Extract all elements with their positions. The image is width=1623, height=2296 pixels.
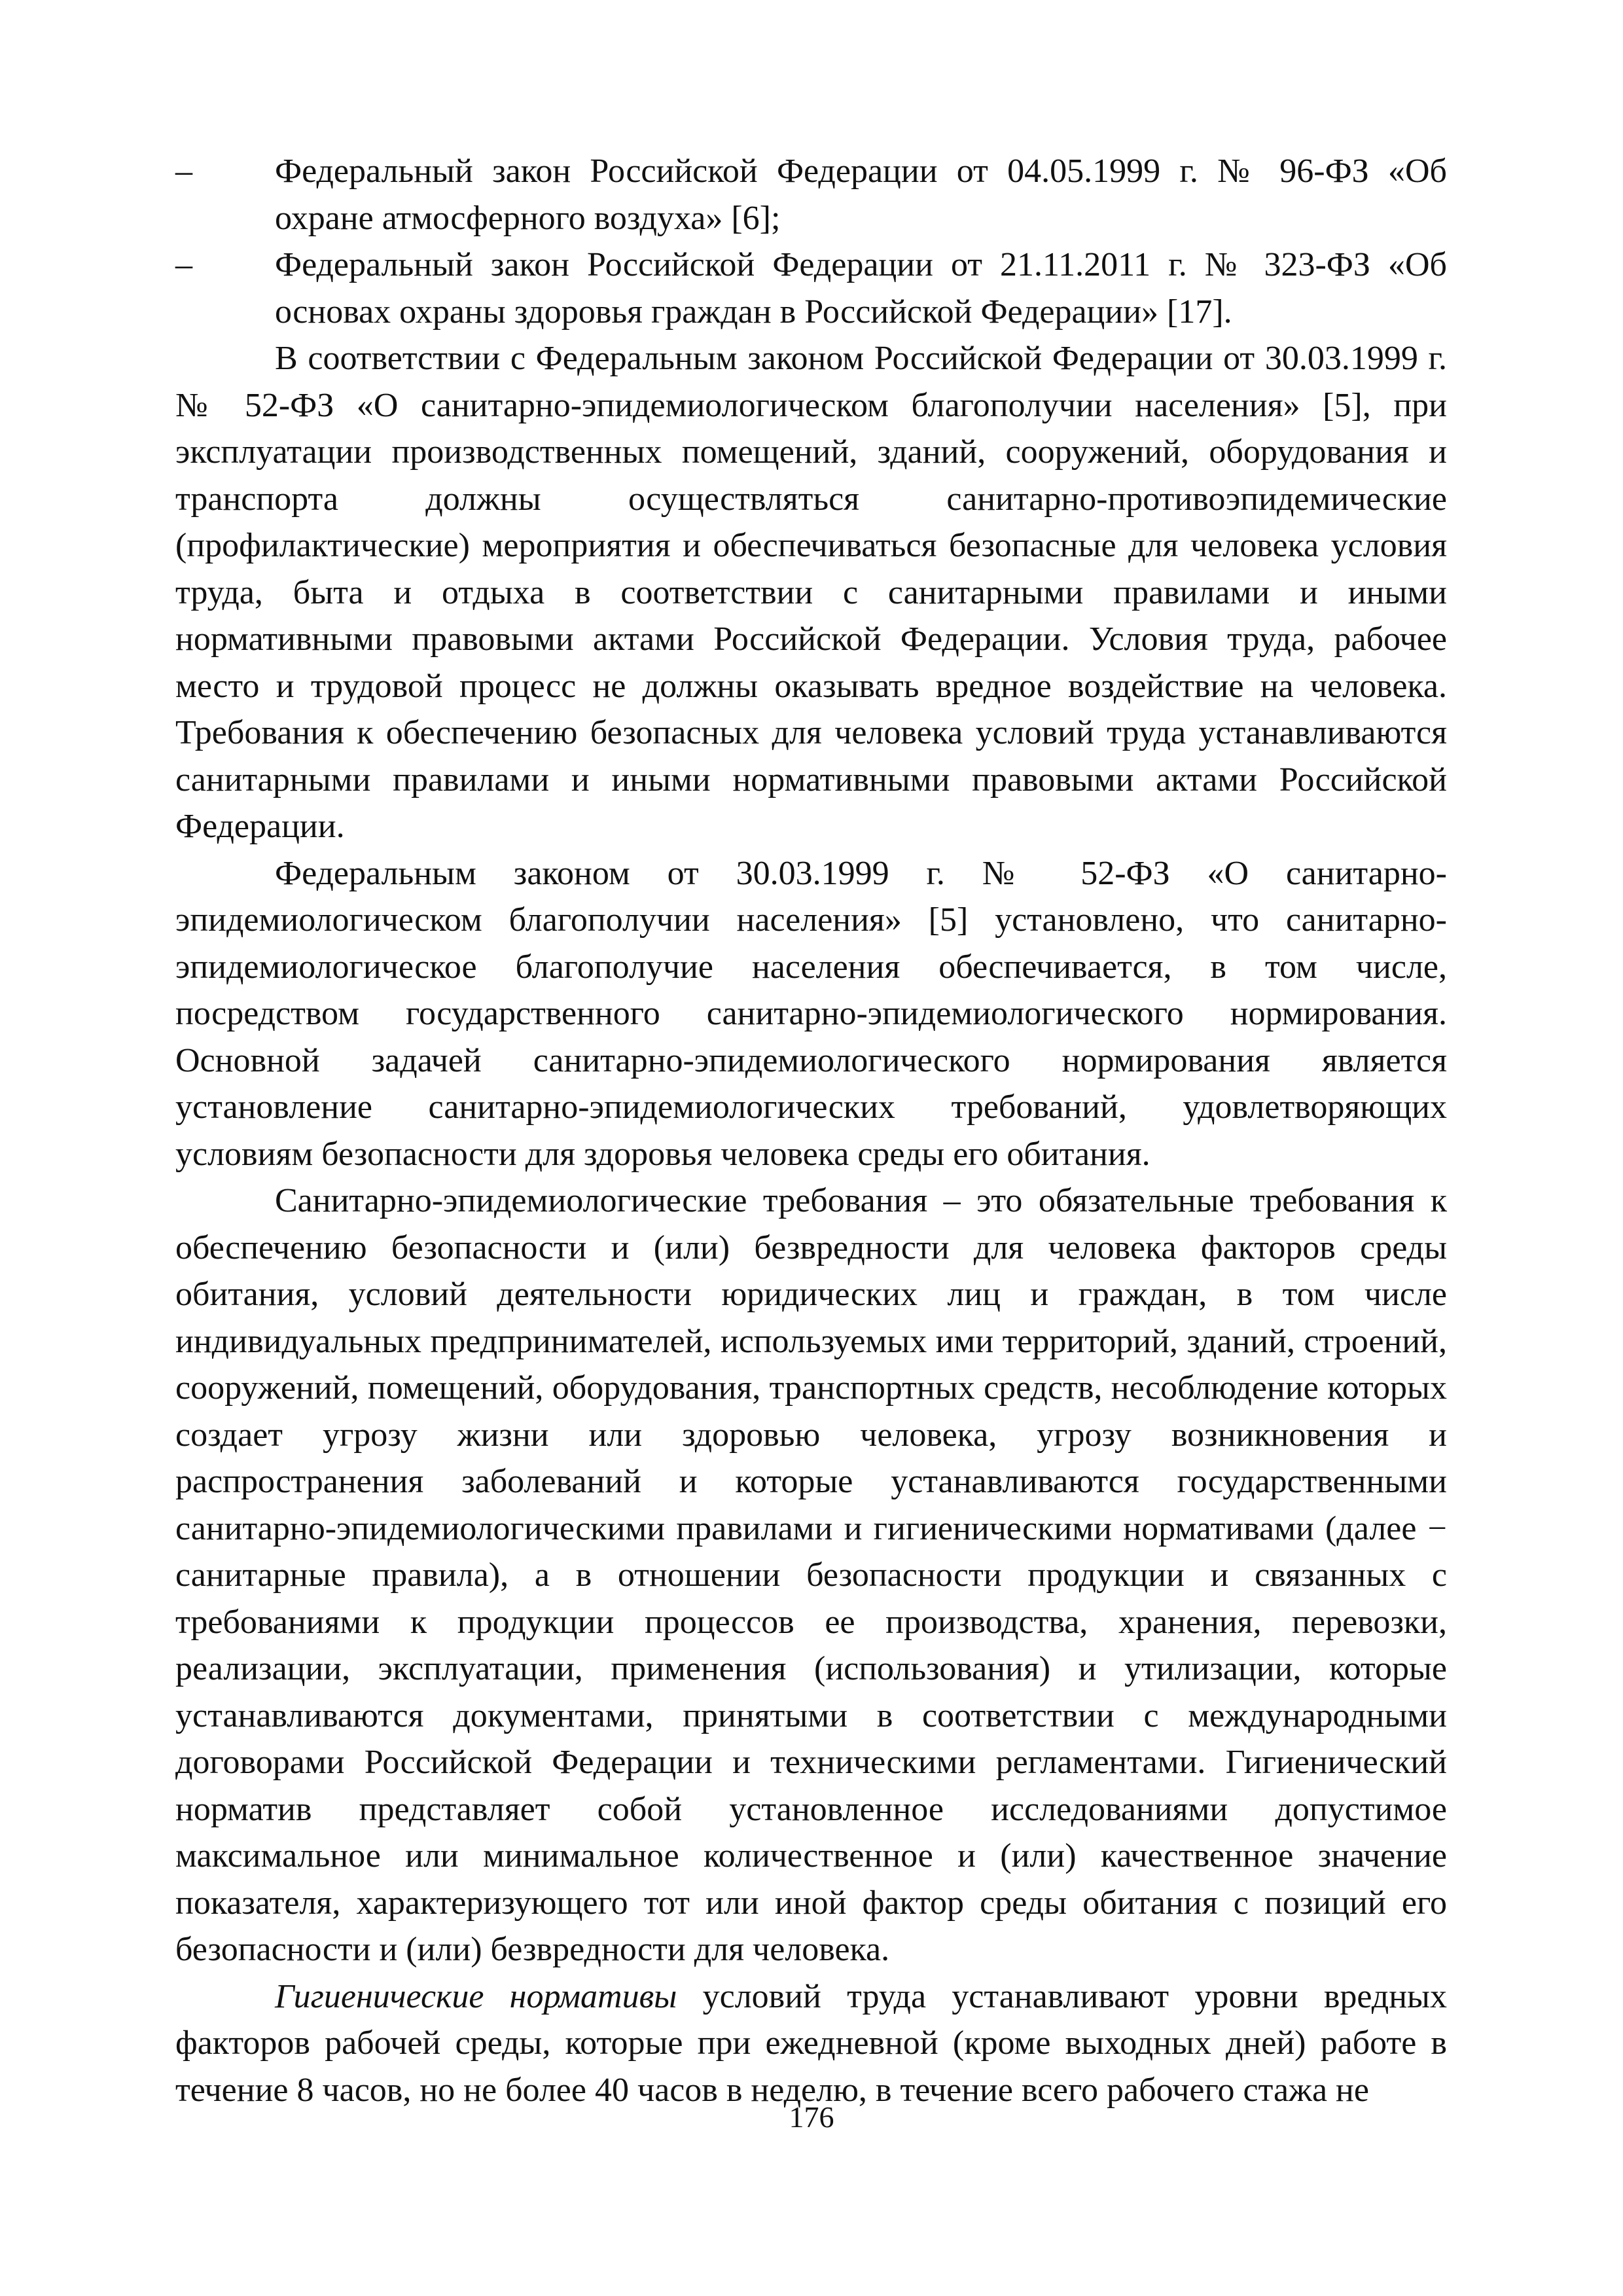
paragraph-sanitary-normalization: Федеральным законом от 30.03.1999 г. № 52-ФЗ «О санитарно-эпидемиологическом благополучии населения» [5] установлено, что санитарно-эпидемиологическое благополучие населения обеспечивается, в том числе, посредством государственного санитарно-эпидемиологического нормирования. Основной задачей санитарно-эпидемиологического нормирования является установление санитарно-эпидемиологических требований, удовлетворяющих условиям безопасности для здоровья человека среды его обитания. <box>175 854 1447 1173</box>
list-item <box>175 148 1447 242</box>
paragraph-sanitary-requirements-law: В соответствии с Федеральным законом Российской Федерации от 30.03.1999 г. № 52-ФЗ «О санитарно-эпидемиологическом благополучии населения» [5], при эксплуатации производственных помещений, зданий, сооружений, оборудования и транспорта должны осуществляться санитарно-противоэпидемические (профилактические) мероприятия и обеспечиваться безопасные для человека условия труда, быта и отдыха в соответствии с санитарными правилами и иными нормативными правовыми актами Российской Федерации. Условия труда, рабочее место и трудовой процесс не должны оказывать вредное воздействие на человека. Требования к обеспечению безопасных для человека условий труда устанавливаются санитарными правилами и иными нормативными правовыми актами Российской Федерации. <box>175 340 1447 845</box>
list-dash-marker: – <box>175 246 192 283</box>
paragraph-text: условий труда устанавливают уровни вредных факторов рабочей среды, которые при ежедневной (кроме выходных дней) работе в течение 8 часов, но не более 40 часов в неделю, в течение всего рабочего стажа не <box>175 1977 1447 2109</box>
italic-term: Гигиенические нормативы <box>275 1977 677 2015</box>
page-body <box>175 148 1447 2113</box>
list-dash-marker: – <box>175 152 192 190</box>
list-item <box>175 242 1447 335</box>
list-item-text: Федеральный закон Российской Федерации от 21.11.2011 г. № 323-ФЗ «Об основах охраны здоровья граждан в Российской Федерации» [17]. <box>275 246 1447 331</box>
list-item-text: Федеральный закон Российской Федерации от 04.05.1999 г. № 96-ФЗ «Об охране атмосферного воздуха» [6]; <box>275 152 1447 237</box>
paragraph-requirements-definition: Санитарно-эпидемиологические требования – это обязательные требования к обеспечению безопасности и (или) безвредности для человека факторов среды обитания, условий деятельности юридических лиц и граждан, в том числе индивидуальных предпринимателей, используемых ими территорий, зданий, строений, сооружений, помещений, оборудования, транспортных средств, несоблюдение которых создает угрозу жизни или здоровью человека, угрозу возникновения и распространения заболеваний и которые устанавливаются государственными санитарно-эпидемиологическими правилами и гигиеническими нормативами (далее − санитарные правила), а в отношении безопасности продукции и связанных с требованиями к продукции процессов ее производства, хранения, перевозки, реализации, эксплуатации, применения (использования) и утилизации, которые устанавливаются документами, принятыми в соответствии с международными договорами Российской Федерации и техническими регламентами. Гигиенический норматив представляет собой установленное исследованиями допустимое максимальное или минимальное количественное и (или) качественное значение показателя, характеризующего тот или иной фактор среды обитания с позиций его безопасности и (или) безвредности для человека. <box>175 1182 1447 1968</box>
page-number: 176 <box>789 2100 834 2134</box>
paragraph-hygienic-standards <box>175 1973 1447 2114</box>
